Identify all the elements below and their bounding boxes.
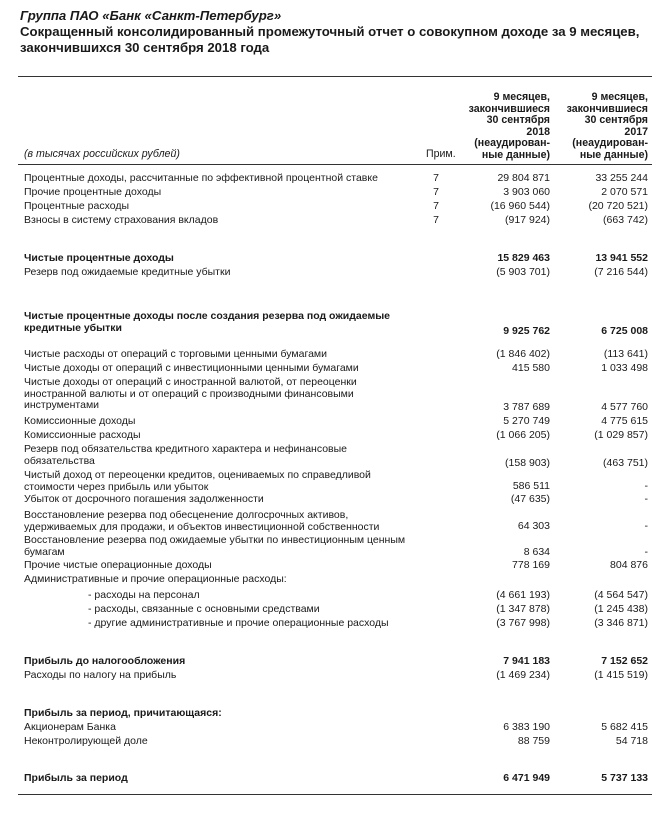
value-2018: 415 580 [512, 362, 550, 374]
row-note: 7 [433, 214, 439, 226]
row-label: Прочие процентные доходы [24, 186, 162, 198]
document-header [20, 8, 660, 56]
value-2017: 7 152 652 [601, 655, 648, 667]
value-2017: 13 941 552 [595, 252, 648, 264]
value-2017: (113 641) [603, 348, 648, 360]
group-name: Группа ПАО «Банк «Санкт-Петербург» [20, 8, 282, 23]
value-2018: (1 066 205) [496, 429, 550, 441]
row-label: Комиссионные расходы [24, 429, 141, 441]
value-2018: 3 787 689 [503, 401, 550, 413]
row-label: Прочие чистые операционные доходы [24, 559, 212, 571]
note-column-header: Прим. [426, 148, 456, 160]
value-2017: (463 751) [603, 457, 648, 469]
value-2017: 4 775 615 [601, 415, 648, 427]
row-label: Прибыль за период, причитающаяся: [24, 707, 222, 719]
value-2018: 586 511 [512, 480, 550, 492]
value-2018: 778 169 [512, 559, 550, 571]
value-2018: 29 804 871 [497, 172, 550, 184]
col2018-line: закончившиеся [468, 102, 550, 115]
value-2017: 804 876 [610, 559, 648, 571]
value-2017: (20 720 521) [588, 200, 648, 212]
row-label: Убыток от досрочного погашения задолженности [24, 493, 264, 505]
value-2017: 1 033 498 [601, 362, 648, 374]
row-label: Акционерам Банка [24, 721, 116, 733]
value-2017: - [644, 493, 648, 505]
column-header-2018 [469, 92, 550, 162]
col2017-line: 9 месяцев, [591, 91, 648, 103]
row-label: Восстановление резерва под обесценение долгосрочных активов, удерживаемых для продажи, и объектов инвестиционной собственности [24, 509, 380, 533]
col2017-line: 2017 [624, 125, 648, 138]
row-label: Комиссионные доходы [24, 415, 136, 427]
statement-period: закончившихся 30 сентября 2018 года [20, 40, 270, 55]
column-header-divider [18, 164, 652, 165]
statement-title: Сокращенный консолидированный промежуточный отчет о совокупном доходе за 9 месяцев, [20, 24, 640, 39]
col2018-line: 9 месяцев, [493, 91, 550, 103]
value-2017: (663 742) [603, 214, 648, 226]
value-2017: (1 245 438) [594, 603, 648, 615]
col2018-line: 2018 [526, 125, 550, 138]
value-2018: 6 471 949 [503, 772, 550, 784]
row-label: Чистые доходы от операций с иностранной валютой, от переоценки иностранной валюты и от операций с производными финансовыми инструментами [24, 376, 357, 412]
col2017-line: (неаудирован- [572, 137, 648, 150]
row-note: 7 [433, 200, 439, 212]
value-2018: 64 303 [517, 520, 550, 532]
value-2018: (3 767 998) [496, 617, 550, 629]
value-2018: (16 960 544) [490, 200, 550, 212]
header-divider [18, 76, 652, 77]
value-2018: 3 903 060 [503, 186, 550, 198]
value-2017: 4 577 760 [601, 401, 648, 413]
value-2017: (1 029 857) [594, 429, 648, 441]
row-label: Взносы в систему страхования вкладов [24, 214, 219, 226]
value-2018: (1 469 234) [496, 669, 550, 681]
value-2017: (3 346 871) [594, 617, 648, 629]
row-label: Резерв под обязательства кредитного характера и нефинансовые обязательства [24, 443, 348, 467]
value-2018: 5 270 749 [503, 415, 550, 427]
col2017-line: ные данные) [579, 148, 648, 161]
row-label: Расходы по налогу на прибыль [24, 669, 177, 681]
row-label: Процентные расходы [24, 200, 130, 212]
value-2017: 54 718 [615, 735, 648, 747]
row-label: Чистые процентные доходы [24, 252, 174, 264]
value-2018: 15 829 463 [497, 252, 550, 264]
value-2018: 7 941 183 [503, 655, 550, 667]
row-label: Чистые расходы от операций с торговыми ценными бумагами [24, 348, 328, 360]
value-2017: 33 255 244 [595, 172, 648, 184]
row-label: Восстановление резерва под ожидаемые убытки по инвестиционным ценным бумагам [24, 534, 406, 558]
value-2018: (158 903) [505, 457, 550, 469]
row-label: - расходы, связанные с основными средствами [88, 603, 320, 615]
col2018-line: (неаудирован- [474, 137, 550, 150]
row-label: Чистые доходы от операций с инвестиционными ценными бумагами [24, 362, 359, 374]
value-2018: 6 383 190 [503, 721, 550, 733]
col2018-line: 30 сентября [486, 114, 550, 127]
row-label: - другие административные и прочие операционные расходы [88, 617, 389, 629]
value-2017: (7 216 544) [594, 266, 648, 278]
value-2018: 9 925 762 [503, 325, 550, 337]
value-2018: (5 903 701) [496, 266, 550, 278]
value-2018: (47 635) [510, 493, 550, 505]
row-label: Чистые процентные доходы после создания резерва под ожидаемые кредитные убытки [24, 310, 391, 334]
value-2017: 5 682 415 [601, 721, 648, 733]
row-label: Чистый доход от переоценки кредитов, оцениваемых по справедливой стоимости через прибыль или убыток [24, 469, 371, 493]
value-2017: - [644, 546, 648, 558]
column-header-2017 [567, 92, 648, 162]
bottom-divider [18, 794, 652, 795]
units-label: (в тысячах российских рублей) [24, 148, 180, 160]
value-2018: (1 846 402) [496, 348, 550, 360]
value-2018: (4 661 193) [496, 589, 550, 601]
value-2017: 6 725 008 [601, 325, 648, 337]
value-2017: - [644, 480, 648, 492]
row-label: - расходы на персонал [88, 589, 200, 601]
value-2018: 88 759 [517, 735, 550, 747]
value-2017: 2 070 571 [601, 186, 648, 198]
value-2017: (1 415 519) [594, 669, 648, 681]
value-2017: (4 564 547) [594, 589, 648, 601]
row-label: Прибыль до налогообложения [24, 655, 186, 667]
value-2018: (917 924) [505, 214, 550, 226]
value-2018: 8 634 [523, 546, 550, 558]
value-2017: - [644, 520, 648, 532]
col2018-line: ные данные) [481, 148, 550, 161]
value-2017: 5 737 133 [601, 772, 648, 784]
row-note: 7 [433, 186, 439, 198]
row-note: 7 [433, 172, 439, 184]
col2017-line: 30 сентября [584, 114, 648, 127]
col2017-line: закончившиеся [566, 102, 648, 115]
row-label: Административные и прочие операционные расходы: [24, 573, 287, 585]
row-label: Неконтролирующей доле [24, 735, 148, 747]
value-2018: (1 347 878) [496, 603, 550, 615]
row-label: Процентные доходы, рассчитанные по эффективной процентной ставке [24, 172, 378, 184]
row-label: Резерв под ожидаемые кредитные убытки [24, 266, 231, 278]
row-label: Прибыль за период [24, 772, 128, 784]
